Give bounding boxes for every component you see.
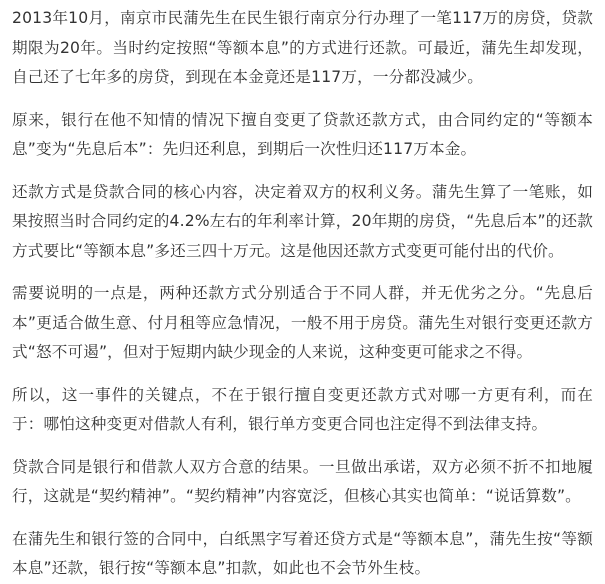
paragraph-1: 2013年10月，南京市民蒲先生在民生银行南京分行办理了一笔117万的房贷，贷款期限为20年。当时约定按照“等额本息”的方式进行还款。可最近，蒲先生却发现，自己还了七年多的房贷，到现在本金竟还是117万，一分都没减少。: [12, 9, 593, 86]
paragraph-4: 需要说明的一点是，两种还款方式分别适合于不同人群，并无优劣之分。“先息后本”更适合做生意、付月租等应急情况，一般不用于房贷。蒲先生对银行变更还款方式“怒不可遏”，但对于短期内缺少现金的人来说，这种变更可能求之不得。: [12, 284, 593, 361]
paragraph-2: 原来，银行在他不知情的情况下擅自变更了贷款还款方式，由合同约定的“等额本息”变为“先息后本”：先归还利息，到期后一次性归还117万本金。: [12, 110, 593, 158]
paragraph-6: 贷款合同是银行和借款人双方合意的结果。一旦做出承诺，双方必须不折不扣地履行，这就是“契约精神”。“契约精神”内容宽泛，但核心其实也简单：“说话算数”。: [12, 457, 593, 505]
paragraph-5: 所以，这一事件的关键点，不在于银行擅自变更还款方式对哪一方更有利，而在于：哪怕这种变更对借款人有利，银行单方变更合同也注定得不到法律支持。: [12, 385, 593, 433]
paragraph-7: 在蒲先生和银行签的合同中，白纸黑字写着还贷方式是“等额本息”，蒲先生按“等额本息”还款，银行按“等额本息”扣款，如此也不会节外生枝。: [12, 529, 593, 577]
paragraph-3: 还款方式是贷款合同的核心内容，决定着双方的权利义务。蒲先生算了一笔账，如果按照当时合同约定的4.2%左右的年利率计算，20年期的房贷，“先息后本”的还款方式要比“等额本息”多还三四十万元。这是他因还款方式变更可能付出的代价。: [12, 182, 593, 260]
